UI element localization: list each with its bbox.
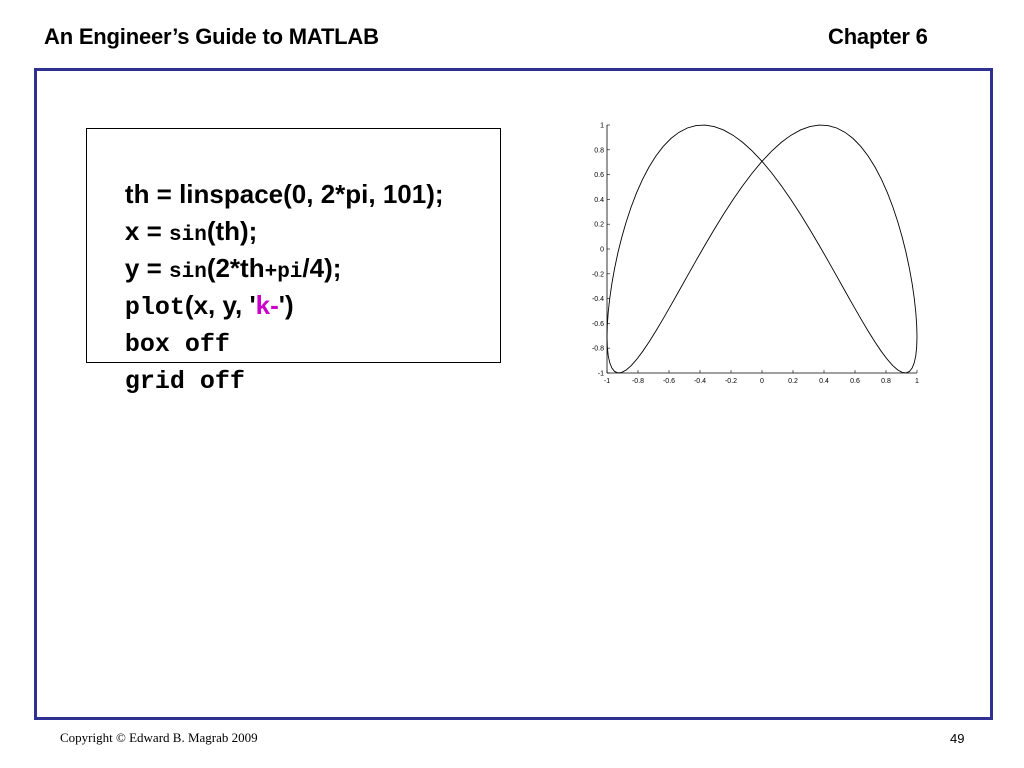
y-tick-label: -0.2 <box>591 271 604 279</box>
code-line-4-tail: ') <box>278 290 294 320</box>
plot-area <box>590 118 930 398</box>
chapter-label: Chapter 6 <box>828 24 928 49</box>
x-tick-label: 0 <box>760 378 764 385</box>
code-line-1-text: th = linspace(0, 2*pi, 101); <box>124 179 444 209</box>
x-tick-label: 0.6 <box>850 378 860 385</box>
x-tick-label: -0.2 <box>724 378 738 385</box>
y-tick-label: -0.6 <box>591 320 604 328</box>
code-line-3-func: sin <box>169 261 207 284</box>
x-tick-label: -0.4 <box>693 378 707 385</box>
code-line-2-args: (th); <box>206 216 258 246</box>
code-line-3-assign: y = <box>124 253 169 283</box>
y-tick-label: 0.4 <box>594 196 604 204</box>
series-line <box>607 125 917 373</box>
y-tick-label: -0.8 <box>591 345 604 353</box>
y-tick-label: 0.2 <box>594 221 604 229</box>
code-line-5-text: box off <box>124 330 230 359</box>
code-line-3-pi: +pi <box>264 261 303 284</box>
x-tick-label: 1 <box>915 378 919 385</box>
code-line-6-text: grid off <box>124 367 245 396</box>
y-tick-label: 0.6 <box>594 172 604 180</box>
code-line-2-assign: x = <box>124 216 169 246</box>
copyright: Copyright © Edward B. Magrab 2009 <box>60 730 258 745</box>
y-tick-label: -0.4 <box>591 296 604 304</box>
x-tick-label: 0.4 <box>819 378 829 385</box>
code-line-2-func: sin <box>169 224 207 247</box>
x-tick-label: -0.6 <box>662 378 676 385</box>
code-line-1 <box>96 139 500 209</box>
chart <box>590 118 930 393</box>
code-line-4-args: (x, y, ' <box>184 290 256 320</box>
code-line-4-func: plot <box>124 293 185 322</box>
x-tick-label: 0.2 <box>788 378 798 385</box>
page-number: 49 <box>950 731 965 746</box>
code-line-3-tail: /4); <box>302 253 342 283</box>
y-tick-label: 0.8 <box>594 147 604 155</box>
y-tick-label: -1 <box>597 370 604 378</box>
code-line-3-args: (2*th <box>206 253 265 283</box>
x-tick-label: -1 <box>603 378 611 385</box>
slide-title: An Engineer’s Guide to MATLAB <box>44 24 379 49</box>
y-tick-label: 1 <box>600 122 604 130</box>
code-line-4-linespec: k- <box>255 290 279 320</box>
code-box <box>86 128 501 396</box>
x-tick-label: -0.8 <box>631 378 645 385</box>
x-tick-label: 0.8 <box>881 378 891 385</box>
y-tick-label: 0 <box>600 246 604 254</box>
